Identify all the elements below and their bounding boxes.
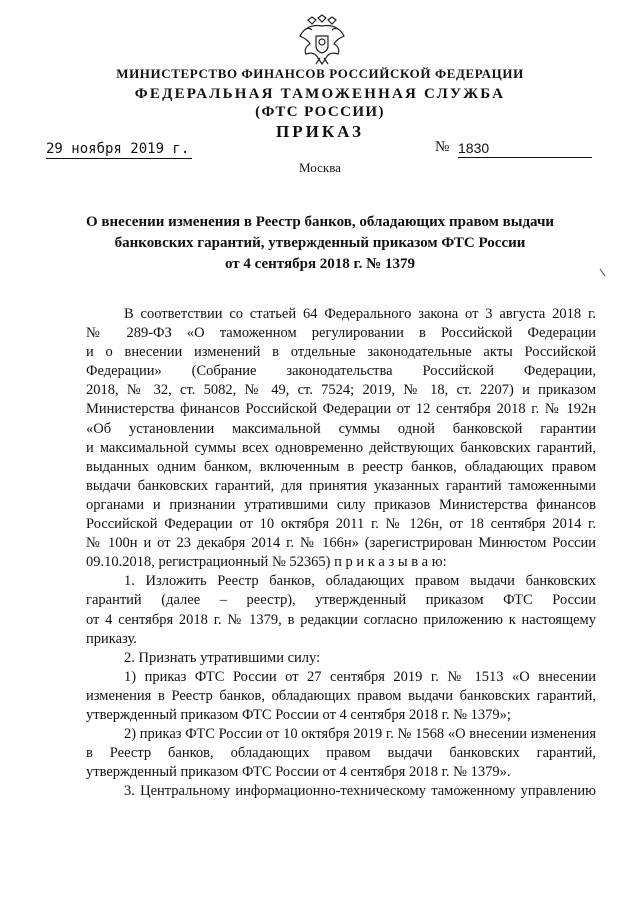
body-line: в Реестр банков, обладающих правом выдачи банковских гарантий, [86, 745, 596, 762]
coat-of-arms-emblem [298, 14, 346, 68]
document-type: ПРИКАЗ [276, 122, 364, 141]
city: Москва [299, 160, 341, 175]
body-line: выданных одним банком, включенным в реестр банков, обладающих правом [86, 458, 596, 475]
order-body [86, 305, 596, 801]
body-line: от 4 сентября 2018 г. № 1379, в редакции согласно приложению к настоящему [86, 611, 596, 628]
body-line: 1. Изложить Реестр банков, обладающих правом выдачи банковских [124, 573, 596, 590]
service-heading: ФЕДЕРАЛЬНАЯ ТАМОЖЕННАЯ СЛУЖБА [134, 86, 506, 102]
margin-mark [600, 269, 606, 277]
body-line: 2) приказ ФТС России от 10 октября 2019 г. № 1568 «О внесении изменения [124, 726, 596, 743]
body-line: Российской Федерации от 10 октября 2011 г. № 126н, от 18 сентября 2014 г. [86, 516, 596, 533]
body-line: № 289-ФЗ «О таможенном регулировании в Российской Федерации [86, 325, 596, 342]
title-line: банковских гарантий, утвержденный приказом ФТС России [114, 235, 526, 251]
ministry-heading: МИНИСТЕРСТВО ФИНАНСОВ РОССИЙСКОЙ ФЕДЕРАЦИИ [116, 66, 524, 81]
body-line: Федерации» (Собрание законодательства Российской Федерации, [86, 363, 596, 380]
body-line: Министерства финансов Российской Федерации от 12 сентября 2018 г. № 192н [86, 401, 596, 418]
body-line: «Об установлении максимальной суммы одной банковской гарантии [86, 420, 596, 437]
body-line: приказу. [86, 630, 137, 647]
body-line: 3. Центральному информационно-техническому таможенному управлению [124, 783, 596, 800]
order-date: 29 ноября 2019 г. [46, 141, 192, 159]
body-line: гарантий (далее – реестр), утвержденный приказом ФТС России [86, 592, 596, 609]
order-number: 1830 [458, 140, 592, 158]
body-line: утвержденный приказом ФТС России от 4 сентября 2018 г. № 1379»; [86, 706, 511, 723]
body-line: 2018, № 32, ст. 5082, № 49, ст. 7524; 2019, № 18, ст. 2207) и приказом [86, 382, 596, 399]
title-line: от 4 сентября 2018 г. № 1379 [225, 256, 415, 272]
body-line: выдачи банковских гарантий, для принятия указанных гарантий таможенными [86, 477, 596, 494]
body-line: изменения в Реестр банков, обладающих правом выдачи банковских гарантий, [86, 687, 596, 704]
title-line: О внесении изменения в Реестр банков, обладающих правом выдачи [85, 214, 555, 230]
body-line: и максимальной суммы всех одновременно действующих банковских гарантий, [86, 439, 596, 456]
body-line: № 100н и от 23 декабря 2014 г. № 166н» (зарегистрирован Минюстом России [86, 535, 596, 552]
body-line: и о внесении изменений в отдельные законодательные акты Российской [86, 344, 596, 361]
service-abbreviation: (ФТС РОССИИ) [255, 104, 385, 120]
order-number-label: № [435, 139, 450, 155]
body-line: 09.10.2018, регистрационный № 52365) п р и к а з ы в а ю: [86, 554, 447, 571]
body-line: 1) приказ ФТС России от 27 сентября 2019 г. № 1513 «О внесении [124, 668, 596, 685]
body-line: 2. Признать утратившими силу: [124, 649, 321, 666]
body-line: В соответствии со статьей 64 Федерального закона от 3 августа 2018 г. [124, 306, 596, 322]
order-title [60, 212, 580, 275]
body-line: органами и признании утратившими силу приказов Министерства финансов [86, 496, 596, 513]
body-line: утвержденный приказом ФТС России от 4 сентября 2018 г. № 1379». [86, 764, 511, 781]
